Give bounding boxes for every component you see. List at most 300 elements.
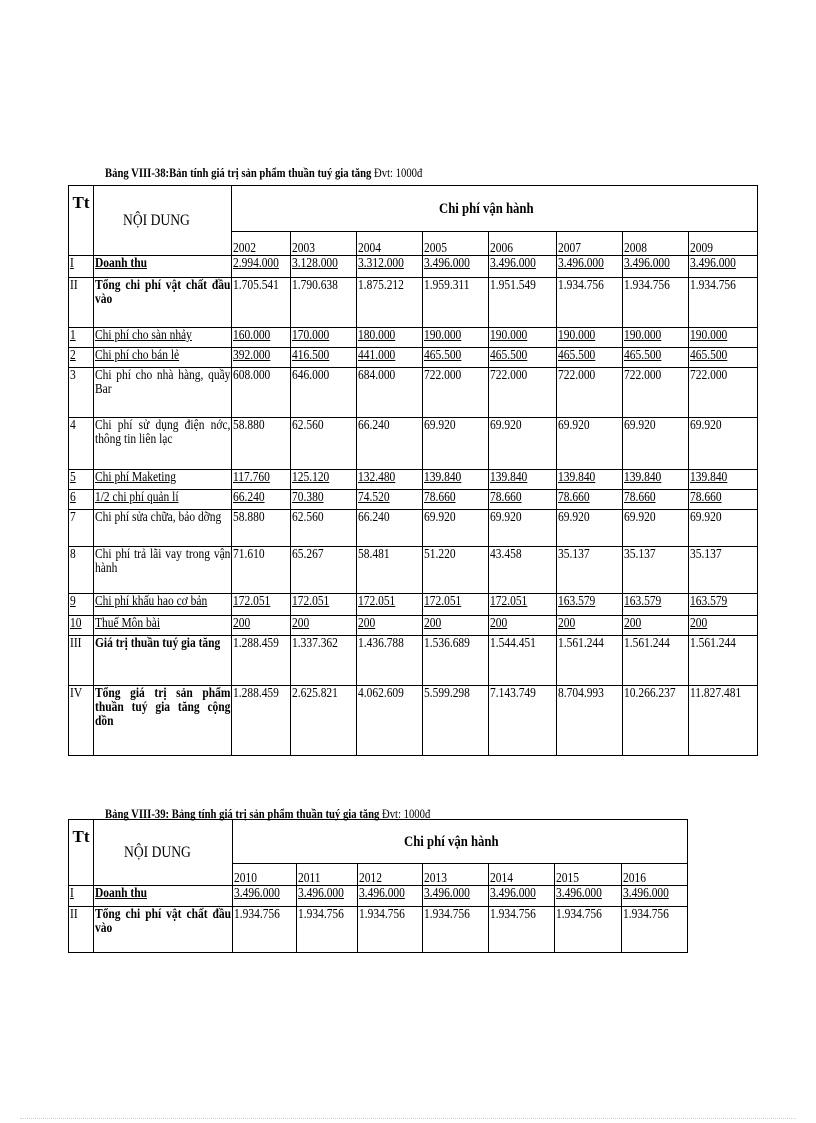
- table1-year-2003: [291, 232, 357, 256]
- table1-row-label-cell: [94, 490, 232, 510]
- table1-row-value: 190.000: [558, 327, 596, 342]
- table1-row-value: 1.536.689: [424, 635, 470, 650]
- table1-row-label: Chi phí trả lãi vay trong vận hành: [95, 546, 231, 575]
- table2-year-2016: [621, 864, 687, 886]
- table1-row-value: 62.560: [292, 509, 324, 524]
- table1-year-label: 2009: [690, 240, 713, 255]
- table1-year-2004: [357, 232, 423, 256]
- table2-row-value-cell: [555, 886, 621, 907]
- table1-row-label-cell: [94, 368, 232, 418]
- table1-row-value: 163.579: [558, 593, 596, 608]
- table1-row-value-cell: [689, 278, 758, 328]
- table1-row-value-cell: [291, 368, 357, 418]
- table1-row-value: 200: [233, 615, 251, 630]
- table2-row-value-cell: [297, 907, 358, 953]
- table1-row-value-cell: [689, 616, 758, 636]
- table1-row-value: 722.000: [690, 367, 728, 382]
- table1-row-value: 1.561.244: [690, 635, 736, 650]
- table1-row-label: Tổng chi phí vật chất đầu vào: [95, 277, 231, 306]
- table1-row-value-cell: [357, 636, 423, 686]
- table1-row-value-cell: [423, 328, 489, 348]
- table1-row-value: 69.920: [558, 509, 590, 524]
- table1-row-value: 200: [558, 615, 576, 630]
- table1-row-value: 69.920: [624, 509, 656, 524]
- table2-row: [69, 907, 688, 953]
- table1-row-value: 1.705.541: [233, 277, 279, 292]
- table1-row-tt: [69, 616, 94, 636]
- table1-row-value-cell: [623, 328, 689, 348]
- table1-row-value-cell: [689, 328, 758, 348]
- table1-row-value-cell: [232, 368, 291, 418]
- table1-row-tt: [69, 278, 94, 328]
- table2-caption-title: Bảng VIII-39: Bảng tính giá trị sản phẩm thuần tuý gia tăng: [105, 806, 380, 821]
- table1-row-tt-label: 3: [70, 367, 76, 382]
- table2-row-value: 1.934.756: [298, 906, 344, 921]
- table1-row-value: 35.137: [624, 546, 656, 561]
- table2-row-value-cell: [358, 907, 422, 953]
- table1-row-tt: [69, 368, 94, 418]
- table1-row-value: 69.920: [558, 417, 590, 432]
- table1-row-value-cell: [232, 594, 291, 616]
- table1-row-value: 1.288.459: [233, 635, 279, 650]
- table1-row-value-cell: [357, 470, 423, 490]
- table1-row-value: 3.312.000: [358, 255, 404, 270]
- table1-row-tt: [69, 418, 94, 470]
- table1-row-value-cell: [489, 510, 557, 547]
- table1-row-value: 465.500: [624, 347, 662, 362]
- table2-year-label: 2014: [489, 870, 513, 885]
- table2-header-content: [94, 820, 233, 886]
- table1-row-tt-label: III: [70, 635, 82, 650]
- table1-row-value-cell: [489, 278, 557, 328]
- table2-row-value: 3.496.000: [233, 885, 280, 900]
- table2-row-value: 3.496.000: [298, 885, 344, 900]
- table1-row-value: 5.599.298: [424, 685, 470, 700]
- table1-row-value-cell: [623, 256, 689, 278]
- table1-row-value: 4.062.609: [358, 685, 404, 700]
- table1-row-value: 74.520: [358, 489, 390, 504]
- table1-row-value: 1.561.244: [624, 635, 670, 650]
- table1-year-label: 2005: [424, 240, 447, 255]
- table1-row-value-cell: [291, 547, 357, 594]
- table1-row-value: 3.496.000: [690, 255, 736, 270]
- table1-row-value-cell: [423, 594, 489, 616]
- table1-row-value: 69.920: [424, 509, 456, 524]
- table1-row-value: 190.000: [424, 327, 462, 342]
- table1-row-tt-label: 7: [70, 509, 76, 524]
- table2-header-tt: Tt: [69, 820, 94, 886]
- table1-row-value-cell: [557, 616, 623, 636]
- table1-row-value: 125.120: [292, 469, 330, 484]
- table1-row-value-cell: [489, 616, 557, 636]
- table1-row-value-cell: [232, 278, 291, 328]
- table1-row-value-cell: [623, 636, 689, 686]
- table1-row-tt: [69, 348, 94, 368]
- table1-row-value-cell: [557, 348, 623, 368]
- table1-row-value-cell: [291, 510, 357, 547]
- table1-header-row: [69, 186, 758, 232]
- table1-row-value: 78.660: [490, 489, 522, 504]
- table1-row-value: 190.000: [624, 327, 662, 342]
- table1-row-tt-label: 9: [70, 593, 76, 608]
- table1-row-value: 1.934.756: [624, 277, 670, 292]
- table1-row: [69, 418, 758, 470]
- table2-year-label: 2016: [622, 870, 646, 885]
- table1-row-label-cell: [94, 418, 232, 470]
- table1-row-value-cell: [557, 418, 623, 470]
- table1-row-value: 172.051: [490, 593, 528, 608]
- table2-year-label: 2013: [423, 870, 447, 885]
- table1-row-value: 35.137: [558, 546, 590, 561]
- table1-row-value: 465.500: [424, 347, 462, 362]
- table1-row-value-cell: [623, 368, 689, 418]
- table2-year-label: 2015: [556, 870, 580, 885]
- table1-row-value-cell: [623, 686, 689, 756]
- table1-row: [69, 686, 758, 756]
- table2-body: [69, 820, 688, 953]
- table1-row-value-cell: [357, 490, 423, 510]
- table1-row-tt: [69, 256, 94, 278]
- table1-year-2005: [423, 232, 489, 256]
- table1-row-value: 58.880: [233, 417, 265, 432]
- table1-row-label-cell: [94, 470, 232, 490]
- table1-row-value: 66.240: [358, 509, 390, 524]
- table1-row-label-cell: [94, 510, 232, 547]
- table2-row-label-cell: [94, 886, 233, 907]
- table2-row-value: 1.934.756: [233, 906, 280, 921]
- table2-row-value: 3.496.000: [622, 885, 669, 900]
- table1-row-value-cell: [557, 686, 623, 756]
- table1-row-value: 172.051: [424, 593, 462, 608]
- table1-row-value: 684.000: [358, 367, 396, 382]
- table1-row-value: 69.920: [690, 417, 722, 432]
- table1-row: [69, 510, 758, 547]
- table1-row-value: 1.561.244: [558, 635, 604, 650]
- table2-row-label: Tổng chi phí vật chất đầu vào: [95, 906, 232, 935]
- table1-row-value: 200: [424, 615, 442, 630]
- table1-row-value-cell: [357, 278, 423, 328]
- table2-row-tt: [69, 907, 94, 953]
- table1-row-value-cell: [291, 328, 357, 348]
- table1-row-value: 465.500: [490, 347, 528, 362]
- table1-row-value-cell: [557, 594, 623, 616]
- table1-row-tt-label: 8: [70, 546, 76, 561]
- table2-row-value-cell: [232, 886, 296, 907]
- table1-row-value-cell: [489, 368, 557, 418]
- table1-row-tt: [69, 636, 94, 686]
- table1-row-value-cell: [623, 278, 689, 328]
- table1-row-value: 8.704.993: [558, 685, 604, 700]
- table1-row-value: 1.934.756: [690, 277, 736, 292]
- table1-row-tt-label: 10: [70, 615, 82, 630]
- table1-row-value: 139.840: [690, 469, 728, 484]
- table2-row-label: Doanh thu: [95, 885, 148, 900]
- table1-row-value-cell: [357, 686, 423, 756]
- table1-year-label: 2003: [292, 240, 315, 255]
- table1-row-value-cell: [357, 594, 423, 616]
- table1-row-value-cell: [232, 547, 291, 594]
- table1-row-label: Doanh thu: [95, 255, 147, 270]
- table1-row: [69, 594, 758, 616]
- table1-row: [69, 348, 758, 368]
- table1-row-value: 646.000: [292, 367, 330, 382]
- table1-row-value-cell: [623, 470, 689, 490]
- table1-row-value-cell: [489, 418, 557, 470]
- table1-row-value: 139.840: [424, 469, 462, 484]
- table1-header-cost: [232, 186, 758, 232]
- table2-year-label: 2010: [233, 870, 257, 885]
- table1-row-label: 1/2 chi phí quản lí: [95, 489, 179, 504]
- table1-row-value-cell: [689, 368, 758, 418]
- table1-row: [69, 547, 758, 594]
- table2-row-value-cell: [488, 907, 554, 953]
- table1-row-label-cell: [94, 278, 232, 328]
- table1-row-value-cell: [357, 348, 423, 368]
- table1-header-content: [94, 186, 232, 256]
- table1-row-value-cell: [232, 418, 291, 470]
- table1-row-value-cell: [423, 348, 489, 368]
- table1-row-value-cell: [232, 490, 291, 510]
- table1-row-label: Chi phí sửa chữa, bảo dỡng: [95, 509, 222, 524]
- table1-row-value-cell: [291, 686, 357, 756]
- table1-row-value-cell: [291, 636, 357, 686]
- table1-row-value: 1.790.638: [292, 277, 338, 292]
- table1-year-label: 2002: [233, 240, 256, 255]
- table1-row-value-cell: [689, 686, 758, 756]
- table1-row-value: 200: [624, 615, 642, 630]
- table1-row-value-cell: [557, 547, 623, 594]
- table1-row-value: 1.934.756: [558, 277, 604, 292]
- table1-row-value-cell: [489, 636, 557, 686]
- table1-row-value: 200: [490, 615, 508, 630]
- table1-row-value: 78.660: [424, 489, 456, 504]
- table2-year-2011: [297, 864, 358, 886]
- table1-row-value: 70.380: [292, 489, 324, 504]
- table1-row-value: 66.240: [233, 489, 265, 504]
- table1-row-value: 1.288.459: [233, 685, 279, 700]
- table1-row-value: 1.544.451: [490, 635, 536, 650]
- table1-row-label-cell: [94, 348, 232, 368]
- table1-row-value-cell: [232, 686, 291, 756]
- table1-row-label-cell: [94, 547, 232, 594]
- table1-caption-unit: Đvt: 1000đ: [374, 165, 423, 180]
- table1-row-label: Tổng giá trị sản phẩm thuần tuý gia tăng cộng dồn: [95, 685, 231, 728]
- table1-row-tt: [69, 547, 94, 594]
- table1-row-value: 78.660: [558, 489, 590, 504]
- table1-row-value: 69.920: [490, 417, 522, 432]
- table1-row-value: 35.137: [690, 546, 722, 561]
- table1-row-value: 3.496.000: [624, 255, 670, 270]
- table2-year-2015: [555, 864, 621, 886]
- table1-row-value-cell: [357, 256, 423, 278]
- table1-row-value: 69.920: [690, 509, 722, 524]
- table1-row-value-cell: [489, 348, 557, 368]
- table2-row-value: 1.934.756: [489, 906, 536, 921]
- table1-row-value-cell: [623, 547, 689, 594]
- table1-row: [69, 368, 758, 418]
- table2-row-value-cell: [422, 907, 488, 953]
- table1-row-value-cell: [232, 256, 291, 278]
- table2: [68, 819, 688, 953]
- table1-row-value: 51.220: [424, 546, 456, 561]
- table1-row-value-cell: [291, 256, 357, 278]
- table2-row-value-cell: [621, 907, 687, 953]
- table1-year-2002: [232, 232, 291, 256]
- table2-row-value: 1.934.756: [556, 906, 603, 921]
- table1-row-value: 170.000: [292, 327, 330, 342]
- table1-row-value: 190.000: [690, 327, 728, 342]
- table1-row-value: 465.500: [690, 347, 728, 362]
- table1-row-label: Chi phí cho sàn nhảy: [95, 327, 192, 342]
- table1-row-value-cell: [291, 616, 357, 636]
- table1-row-value-cell: [291, 278, 357, 328]
- table1-row-value: 172.051: [358, 593, 396, 608]
- table2-row-value-cell: [488, 886, 554, 907]
- table2-header-cost: [232, 820, 687, 864]
- table2-row-value: 3.496.000: [359, 885, 406, 900]
- table2-row-value-cell: [297, 886, 358, 907]
- table1-row-tt-label: 6: [70, 489, 76, 504]
- table1-row-value-cell: [689, 490, 758, 510]
- table1-year-label: 2007: [558, 240, 581, 255]
- table1-row-value: 200: [358, 615, 376, 630]
- table1-row-tt-label: II: [70, 277, 78, 292]
- table2-row-value-cell: [232, 907, 296, 953]
- table1-row-value: 78.660: [624, 489, 656, 504]
- table1-row-value: 2.625.821: [292, 685, 338, 700]
- table1-row-value-cell: [623, 510, 689, 547]
- table2-row-value: 1.934.756: [423, 906, 470, 921]
- table1-row-value-cell: [423, 490, 489, 510]
- table1-row-tt: [69, 686, 94, 756]
- table1-header-cost-label: Chi phí vận hành: [438, 200, 534, 217]
- table1-row-value-cell: [557, 470, 623, 490]
- table1-row-tt: [69, 470, 94, 490]
- table1-row-value: 180.000: [358, 327, 396, 342]
- table1-row-value: 69.920: [624, 417, 656, 432]
- table1-row-label: Giá trị thuần tuý gia tăng: [95, 635, 221, 650]
- table1-row-value-cell: [689, 510, 758, 547]
- table1-row-value: 58.880: [233, 509, 265, 524]
- table2-year-label: 2011: [298, 870, 321, 885]
- table1-row-value-cell: [423, 636, 489, 686]
- table1-row-value: 200: [690, 615, 708, 630]
- table1-row-value: 58.481: [358, 546, 390, 561]
- table1-row-value-cell: [689, 594, 758, 616]
- table1-row-value: 722.000: [624, 367, 662, 382]
- page-bottom-divider: [20, 1118, 796, 1119]
- table1-row-tt: [69, 510, 94, 547]
- table1-row-value: 200: [292, 615, 310, 630]
- table1-row-label: Chi phí cho bán lẻ: [95, 347, 180, 362]
- table1-row-value-cell: [489, 490, 557, 510]
- table1-row-value: 1.337.362: [292, 635, 338, 650]
- table1-row-value-cell: [291, 348, 357, 368]
- table1-row-value-cell: [232, 510, 291, 547]
- table1-row-value-cell: [291, 418, 357, 470]
- table1-row-value: 172.051: [292, 593, 330, 608]
- table1-year-label: 2006: [490, 240, 513, 255]
- table1-row-label-cell: [94, 686, 232, 756]
- table1-row-tt-label: IV: [70, 685, 83, 700]
- table1-row-value-cell: [357, 510, 423, 547]
- table2-row-label-cell: [94, 907, 233, 953]
- table1-row-value-cell: [623, 348, 689, 368]
- table1-row-value: 69.920: [490, 509, 522, 524]
- table2-row-value-cell: [358, 886, 422, 907]
- table1-row-value-cell: [557, 256, 623, 278]
- table1-row-value-cell: [232, 470, 291, 490]
- table1-row-value-cell: [232, 328, 291, 348]
- table2-year-2010: [232, 864, 296, 886]
- table1-row-value-cell: [623, 490, 689, 510]
- table1-row-value: 3.128.000: [292, 255, 338, 270]
- table1-row-value: 163.579: [624, 593, 662, 608]
- table1-row-value-cell: [423, 418, 489, 470]
- table1-row-value-cell: [357, 547, 423, 594]
- table2-row-tt-label: II: [70, 906, 78, 921]
- table2-row-value-cell: [555, 907, 621, 953]
- table1-row-value-cell: [689, 418, 758, 470]
- table1-row-label: Thuế Môn bài: [95, 615, 161, 630]
- table1-row-value: 416.500: [292, 347, 330, 362]
- table1-row-label-cell: [94, 256, 232, 278]
- table1-row-value-cell: [623, 616, 689, 636]
- table1-row: [69, 278, 758, 328]
- table1-header-tt: Tt: [69, 186, 94, 256]
- table2-row: [69, 886, 688, 907]
- table1-row-value: 1.959.311: [424, 277, 470, 292]
- table1-row-value-cell: [291, 594, 357, 616]
- table1-row: [69, 616, 758, 636]
- table1-row-value: 441.000: [358, 347, 396, 362]
- table1-row-value-cell: [557, 368, 623, 418]
- table1-row-value: 392.000: [233, 347, 271, 362]
- table1-row-value-cell: [423, 510, 489, 547]
- table1-row-value-cell: [489, 547, 557, 594]
- table1-row-value: 69.920: [424, 417, 456, 432]
- table1-row-value: 132.480: [358, 469, 396, 484]
- table1-year-2006: [489, 232, 557, 256]
- table1-year-2007: [557, 232, 623, 256]
- table1-row-value: 66.240: [358, 417, 390, 432]
- table1-row: [69, 490, 758, 510]
- table1-row-value: 139.840: [624, 469, 662, 484]
- table1-row-value: 7.143.749: [490, 685, 536, 700]
- table1-row-value-cell: [357, 328, 423, 348]
- table1-row-value: 190.000: [490, 327, 528, 342]
- table2-row-tt-label: I: [70, 885, 74, 900]
- table1-row-value-cell: [423, 256, 489, 278]
- table2-year-2013: [422, 864, 488, 886]
- table1-row-value-cell: [423, 470, 489, 490]
- table1: [68, 185, 758, 756]
- table1-row-value-cell: [689, 470, 758, 490]
- table1-row-tt: [69, 594, 94, 616]
- table1-row-value: 172.051: [233, 593, 271, 608]
- table2-caption-unit: Đvt: 1000đ: [382, 806, 431, 821]
- table1-row-value: 163.579: [690, 593, 728, 608]
- table1-row-value-cell: [357, 616, 423, 636]
- table1-row-value-cell: [557, 328, 623, 348]
- table1-row-value: 722.000: [490, 367, 528, 382]
- table1-row-value-cell: [557, 490, 623, 510]
- table1-row-tt: [69, 490, 94, 510]
- table1-row-value: 3.496.000: [424, 255, 470, 270]
- table1-row: [69, 636, 758, 686]
- table1-row-value: 1.951.549: [490, 277, 536, 292]
- table1-row-value: 43.458: [490, 546, 522, 561]
